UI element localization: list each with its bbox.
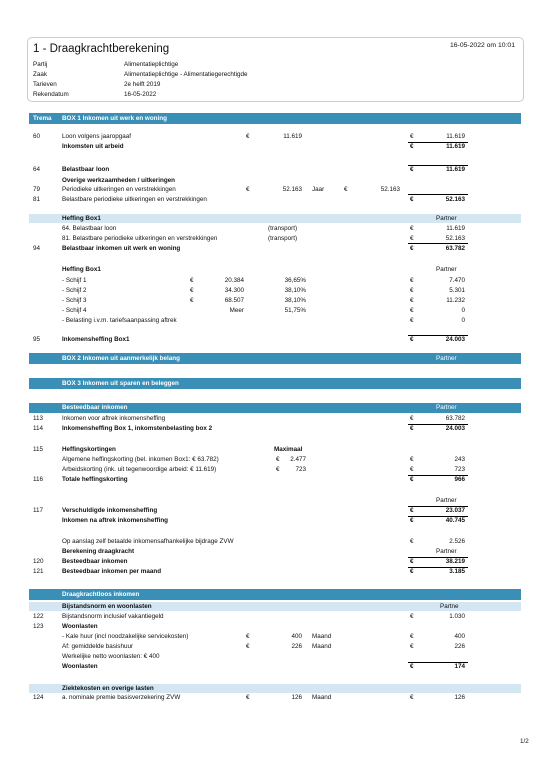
row-label: Inkomensheffing Box 1, inkomstenbelasting box 2 <box>62 425 213 432</box>
row-label: Periodieke uitkeringen en verstrekkingen <box>62 186 176 193</box>
row-label: Totale heffingskorting <box>62 476 128 483</box>
row-number: 94 <box>33 245 41 252</box>
schijf-total: 0 <box>461 307 465 314</box>
header-value: Alimentatieplichtige <box>124 61 179 68</box>
currency: € <box>410 613 414 620</box>
row-total: 400 <box>454 633 465 640</box>
row-total: 3.185 <box>449 568 465 575</box>
row-number: 114 <box>33 425 44 432</box>
currency: € <box>190 287 194 294</box>
row-label: Verschuldigde inkomensheffing <box>62 507 158 514</box>
row-total: 24.003 <box>445 336 465 343</box>
partner-header: Partner <box>436 497 457 504</box>
section-title-box1: BOX 1 Inkomen uit werk en woning <box>62 115 167 122</box>
row-label: Inkomensheffing Box1 <box>62 336 130 343</box>
schijf-amount: 20.384 <box>224 277 244 284</box>
currency: € <box>410 143 414 150</box>
trema-label: Trema <box>33 115 52 122</box>
row-amount: 226 <box>291 643 302 650</box>
row-total: 966 <box>454 476 465 483</box>
schijf-amount: Meer <box>229 307 244 314</box>
schijf-total: 11.232 <box>446 297 465 304</box>
currency: € <box>410 663 414 670</box>
header-label: Tarieven <box>33 81 57 88</box>
currency: € <box>410 287 414 294</box>
row-label: 81. Belastbare periodieke uitkeringen en verstrekkingen <box>62 235 218 242</box>
section-title-besteedbaar: Besteedbaar inkomen <box>62 404 128 411</box>
partner-header: Partner <box>436 266 457 273</box>
currency: € <box>410 456 414 463</box>
row-period: Maand <box>312 643 332 650</box>
transport-note: (transport) <box>268 235 298 242</box>
currency: € <box>276 456 280 463</box>
section-title-box2: BOX 2 Inkomen uit aanmerkelijk belang <box>62 355 180 362</box>
row-total: 23.037 <box>445 507 465 514</box>
maximaal-header: Maximaal <box>274 446 303 453</box>
schijf-label: - Schijf 1 <box>62 277 87 284</box>
row-label: Inkomen na aftrek inkomensheffing <box>62 517 169 524</box>
row-number: 116 <box>33 476 44 483</box>
schijf-amount: 68.507 <box>224 297 244 304</box>
schijf-total: 0 <box>461 317 465 324</box>
subsection-title: Heffing Box1 <box>62 266 101 273</box>
row-total: 11.619 <box>446 225 465 232</box>
row-total: 723 <box>454 466 465 473</box>
row-total: 174 <box>454 663 465 670</box>
row-label: Bijstandsnorm inclusief vakantiegeld <box>62 613 164 620</box>
row-label: Werkelijke netto woonlasten: € 400 <box>62 653 160 660</box>
row-number: 115 <box>33 446 44 453</box>
row-period: Maand <box>312 633 332 640</box>
currency: € <box>410 568 414 575</box>
page-number: 1/2 <box>520 738 529 745</box>
currency: € <box>246 133 250 140</box>
currency: € <box>410 643 414 650</box>
row-amount: 126 <box>291 694 302 701</box>
currency: € <box>410 425 414 432</box>
row-amount: 2.477 <box>290 456 306 463</box>
currency: € <box>190 277 194 284</box>
row-total: 11.619 <box>446 133 465 140</box>
currency: € <box>410 307 414 314</box>
row-number: 120 <box>33 558 44 565</box>
partner-header: Partner <box>436 215 457 222</box>
partner-header: Partne <box>440 603 459 610</box>
subsection-title: Ziektekosten en overige lasten <box>62 685 154 692</box>
page-title: 1 - Draagkrachtberekening <box>33 43 170 55</box>
row-label: Inkomsten uit arbeid <box>62 143 124 150</box>
row-label: Op aanslag zelf betaalde inkomensafhankelijke bijdrage ZVW <box>62 538 234 545</box>
schijf-pct: 36,65% <box>284 277 306 284</box>
currency: € <box>190 297 194 304</box>
row-amount: 723 <box>295 466 306 473</box>
subsection-title: Bijstandsnorm en woonlasten <box>62 603 152 610</box>
row-period: Maand <box>312 694 332 701</box>
row-total: 2.526 <box>449 538 465 545</box>
row-label: Af: gemiddelde basishuur <box>62 643 134 650</box>
row-total: 1.030 <box>449 613 465 620</box>
row-amount: 52.163 <box>380 186 400 193</box>
row-label: Besteedbaar inkomen per maand <box>62 568 162 575</box>
schijf-label: - Schijf 2 <box>62 287 87 294</box>
row-number: 64 <box>33 166 41 173</box>
row-label: - Kale huur (incl noodzakelijke servicekosten) <box>62 633 189 640</box>
currency: € <box>410 297 414 304</box>
partner-header: Partner <box>436 355 457 362</box>
row-number: 79 <box>33 186 41 193</box>
currency: € <box>410 336 414 343</box>
partner-header: Partner <box>436 548 457 555</box>
row-label: Belastbaar inkomen uit werk en woning <box>62 245 181 252</box>
row-label: Belastbare periodieke uitkeringen en verstrekkingen <box>62 196 207 203</box>
row-label: Heffingskortingen <box>62 446 116 453</box>
row-label: 64. Belastbaar loon <box>62 225 117 232</box>
row-number: 122 <box>33 613 44 620</box>
row-number: 117 <box>33 507 44 514</box>
subtotal-line <box>408 194 468 195</box>
row-label: Algemene heffingskorting (bel. inkomen Box1: € 63.782) <box>62 456 219 463</box>
row-total: 52.163 <box>445 196 465 203</box>
subsection-title: Heffing Box1 <box>62 215 101 222</box>
row-amount: 400 <box>291 633 302 640</box>
row-label: Woonlasten <box>62 623 98 630</box>
currency: € <box>410 317 414 324</box>
currency: € <box>410 507 414 514</box>
row-total: 24.003 <box>445 425 465 432</box>
partner-header: Partner <box>436 404 457 411</box>
row-total: 63.782 <box>445 245 465 252</box>
header-value: 16-05-2022 <box>124 91 157 98</box>
currency: € <box>410 133 414 140</box>
row-amount: 52.163 <box>282 186 302 193</box>
row-total: 243 <box>454 456 465 463</box>
currency: € <box>410 196 414 203</box>
currency: € <box>410 517 414 524</box>
schijf-pct: 38,10% <box>284 287 306 294</box>
row-label: a. nominale premie basisverzekering ZVW <box>62 694 181 701</box>
schijf-total: 7.470 <box>449 277 465 284</box>
schijf-label: - Schijf 4 <box>62 307 87 314</box>
currency: € <box>410 558 414 565</box>
row-number: 121 <box>33 568 44 575</box>
header-label: Zaak <box>33 71 47 78</box>
schijf-pct: 51,75% <box>284 307 306 314</box>
header-datetime: 16-05-2022 om 10:01 <box>450 42 515 49</box>
currency: € <box>410 245 414 252</box>
row-number: 124 <box>33 694 44 701</box>
row-total: 226 <box>454 643 465 650</box>
row-label: Besteedbaar inkomen <box>62 558 128 565</box>
schijf-pct: 38,10% <box>284 297 306 304</box>
row-number: 81 <box>33 196 41 203</box>
row-label: Arbeidskorting (ink. uit tegenwoordige arbeid: € 11.619) <box>62 466 217 473</box>
row-number: 113 <box>33 415 44 422</box>
currency: € <box>246 643 250 650</box>
row-total: 11.619 <box>446 166 465 173</box>
currency: € <box>410 538 414 545</box>
currency: € <box>410 166 414 173</box>
currency: € <box>410 633 414 640</box>
header-value: 2e helft 2019 <box>124 81 161 88</box>
row-label: Belastbaar loon <box>62 166 110 173</box>
row-number: 60 <box>33 133 41 140</box>
schijf-total: 5.301 <box>449 287 465 294</box>
currency: € <box>246 694 250 701</box>
row-label: Woonlasten <box>62 663 98 670</box>
subtotal-line <box>408 243 468 244</box>
row-total: 126 <box>454 694 465 701</box>
currency: € <box>410 476 414 483</box>
header-label: Partij <box>33 61 48 68</box>
row-period: Jaar <box>312 186 325 193</box>
row-label: Inkomen voor aftrek inkomensheffing <box>62 415 166 422</box>
currency: € <box>246 186 250 193</box>
subsection-label: Overige werkzaamheden / uitkeringen <box>62 177 176 184</box>
currency: € <box>246 633 250 640</box>
currency: € <box>410 225 414 232</box>
row-number: 95 <box>33 336 41 343</box>
transport-note: (transport) <box>268 225 298 232</box>
row-total: 11.619 <box>446 143 465 150</box>
row-label: Loon volgens jaaropgaaf <box>62 133 131 140</box>
currency: € <box>410 694 414 701</box>
row-number: 123 <box>33 623 44 630</box>
currency: € <box>410 235 414 242</box>
currency: € <box>410 415 414 422</box>
currency: € <box>276 466 280 473</box>
currency: € <box>410 277 414 284</box>
schijf-label: - Schijf 3 <box>62 297 87 304</box>
row-total: 38.219 <box>445 558 465 565</box>
row-total: 40.745 <box>445 517 465 524</box>
row-amount: 11.619 <box>283 133 302 140</box>
currency: € <box>344 186 348 193</box>
row-label: Berekening draagkracht <box>62 548 135 555</box>
header-value: Alimentatieplichtige - Alimentatiegerechtigde <box>124 71 248 78</box>
row-total: 52.163 <box>445 235 465 242</box>
section-title-draagkrachtloos: Draagkrachtloos inkomen <box>62 591 140 598</box>
schijf-label: - Belasting i.v.m. tariefsaanpassing aftrek <box>62 317 177 324</box>
header-label: Rekendatum <box>33 91 69 98</box>
row-total: 63.782 <box>445 415 465 422</box>
section-title-box3: BOX 3 Inkomen uit sparen en beleggen <box>62 380 179 387</box>
currency: € <box>410 466 414 473</box>
schijf-amount: 34.300 <box>224 287 244 294</box>
